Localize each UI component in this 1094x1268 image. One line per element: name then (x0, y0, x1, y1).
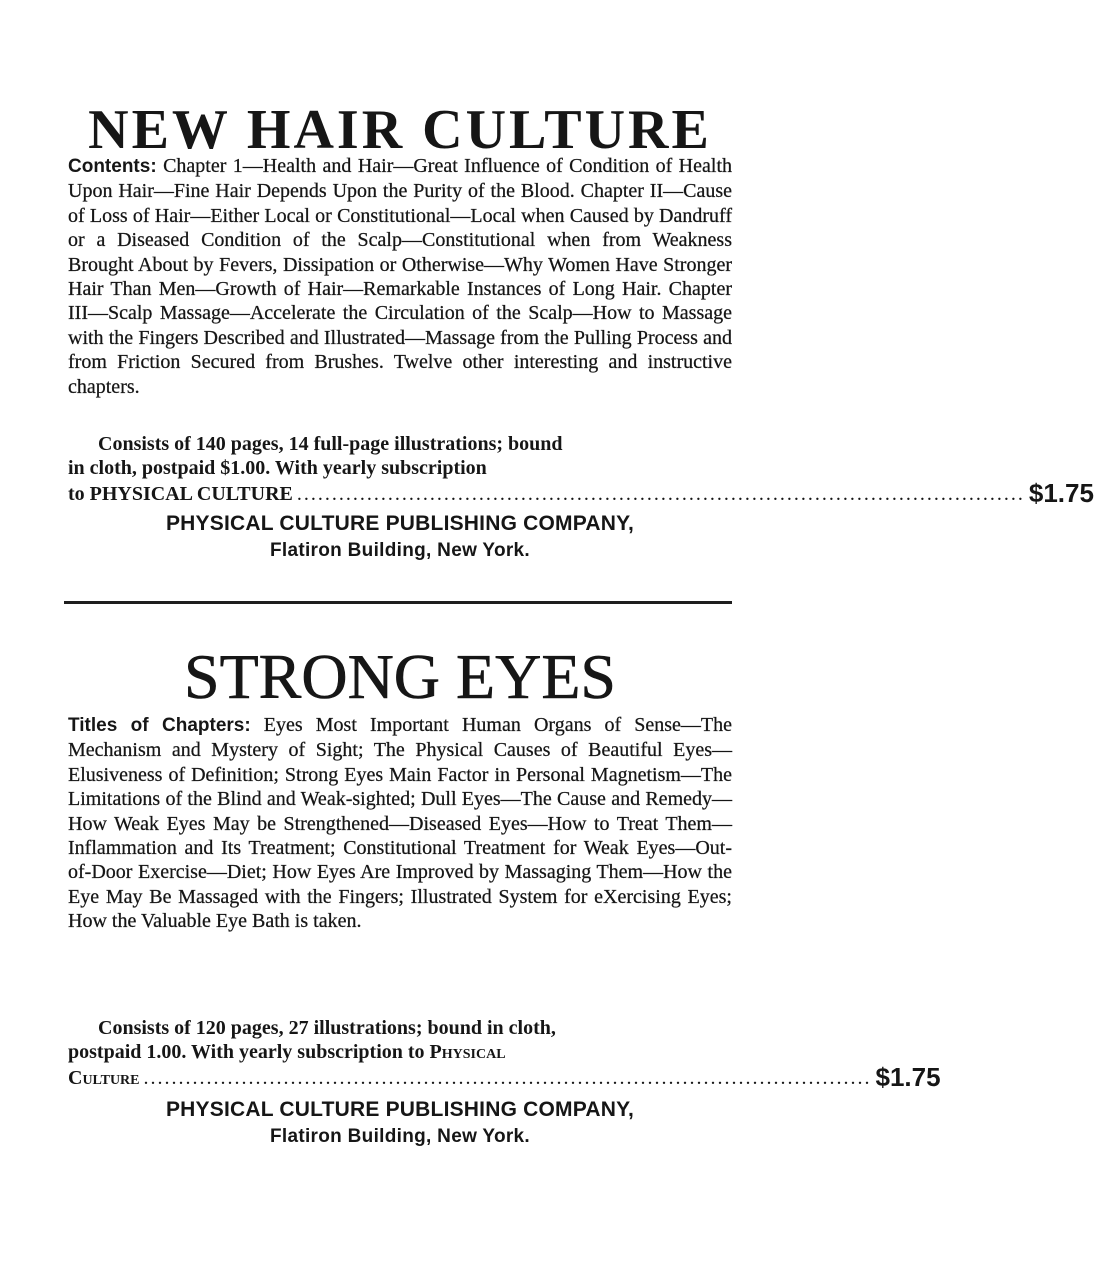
offer-line-3: Culture (68, 1067, 140, 1089)
offer-line-1: Consists of 140 pages, 14 full-page illustrations; bound (98, 433, 563, 455)
ad-strong-eyes-contents (68, 713, 732, 934)
contents-text: Eyes Most Important Human Organs of Sense—The Mechanism and Mystery of Sight; The Physical Causes of Beautiful Eyes—Elusiveness of Definition; Strong Eyes Main Factor in Personal Magnetism—The Limitations of the Blind and Weak-sighted; Dull Eyes—The Cause and Remedy—How Weak Eyes May be Strengthened—Diseased Eyes—How to Treat Them—Inflammation and Its Treatment; Constitutional Treatment for Weak Eyes—Out-of-Door Exercise—Diet; How Eyes Are Improved by Massaging Them—How the Eye May Be Massaged with the Fingers; Illustrated System for eXercising Eyes; How the Valuable Eye Bath is taken. (68, 714, 732, 933)
publisher-name: PHYSICAL CULTURE PUBLISHING COMPANY, (165, 1098, 635, 1121)
divider-rule (64, 601, 732, 604)
ad-new-hair-culture-contents (68, 154, 732, 399)
ad-new-hair-culture-offer (68, 432, 1094, 508)
contents-label: Titles of Chapters: (68, 715, 251, 736)
offer-price-row (68, 1062, 941, 1092)
offer-line-2: postpaid 1.00. With yearly subscription to Physical (68, 1041, 506, 1063)
ad-new-hair-culture-publisher (68, 510, 732, 564)
price: $1.75 (875, 1062, 941, 1092)
contents-text: Chapter 1—Health and Hair—Great Influence of Condition of Health Upon Hair—Fine Hair Depends Upon the Purity of the Blood. Chapter II—Cause of Loss of Hair—Either Local or Constitutional—Local when Caused by Dandruff or a Diseased Condition of the Scalp—Constitutional when from Weakness Brought About by Fevers, Dissipation or Otherwise—Why Women Have Stronger Hair Than Men—Growth of Hair—Remarkable Instances of Long Hair. Chapter III—Scalp Massage—Accelerate the Circulation of the Scalp—How to Massage with the Fingers Described and Illustrated—Massage from the Pulling Process and from Friction Secured from Brushes. Twelve other interesting and instructive chapters. (68, 155, 732, 398)
price: $1.75 (1028, 478, 1094, 508)
offer-line-3: to PHYSICAL CULTURE (68, 483, 293, 505)
ad-strong-eyes-title: STRONG EYES (183, 641, 617, 712)
offer-price-row (68, 478, 1094, 508)
offer-line-1: Consists of 120 pages, 27 illustrations; bound in cloth, (98, 1017, 556, 1039)
publisher-address: Flatiron Building, New York. (270, 540, 530, 561)
publisher-name: PHYSICAL CULTURE PUBLISHING COMPANY, (165, 512, 635, 535)
publisher-address: Flatiron Building, New York. (270, 1126, 530, 1147)
ad-strong-eyes-offer (68, 1016, 941, 1092)
ad-new-hair-culture-title: NEW HAIR CULTURE (88, 99, 712, 161)
dot-leader: ........................................................................................................ (143, 1067, 872, 1089)
offer-line-2: in cloth, postpaid $1.00. With yearly subscription (68, 457, 487, 479)
dot-leader: ........................................................................................................ (296, 483, 1025, 505)
ad-strong-eyes-publisher (68, 1096, 732, 1150)
contents-label: Contents: (68, 156, 157, 177)
